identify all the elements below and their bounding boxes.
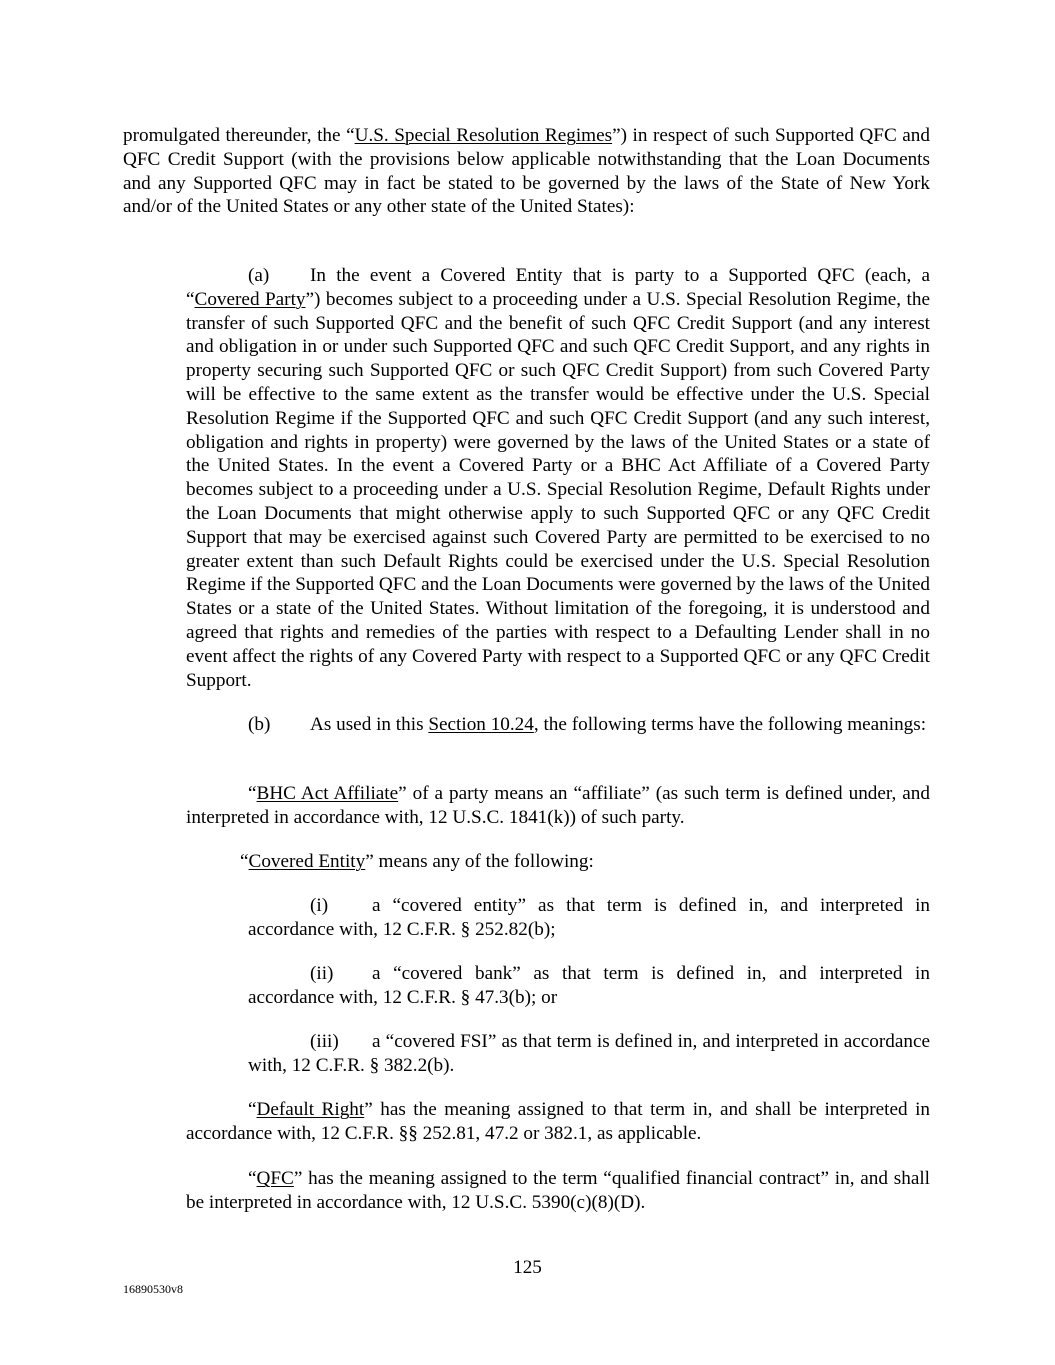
paragraph-b-label: (b): [248, 714, 271, 735]
intro-paragraph: [123, 124, 930, 219]
list-item-label: (ii): [310, 963, 334, 984]
open-quote: “: [248, 783, 257, 804]
paragraph-a-text-after: ”) becomes subject to a proceeding under a U.S. Special Resolution Regime, the transfer of such Supported QFC and the benefit of such QFC Credit Support (and any interest and obligation in or under such Supported QFC and such QFC Credit Support, and any rights in property securing such Supported QFC or such QFC Credit Support) from such Covered Party will be effective to the same extent as the transfer would be effective under the U.S. Special Resolution Regime if the Supported QFC and such QFC Credit Support (and any such interest, obligation and rights in property) were governed by the laws of the United States or a state of the United States. In the event a Covered Party or a BHC Act Affiliate of a Covered Party becomes subject to a proceeding under a U.S. Special Resolution Regime, Default Rights under the Loan Documents that might otherwise apply to such Supported QFC or any QFC Credit Support that may be exercised against such Covered Party are permitted to be exercised to no greater extent than such Default Rights could be exercised under the U.S. Special Resolution Regime if the Supported QFC and the Loan Documents were governed by the laws of the United States or a state of the United States. Without limitation of the foregoing, it is understood and agreed that rights and remedies of the parties with respect to a Defaulting Lender shall in no event affect the rights of any Covered Party with respect to a Supported QFC or any QFC Credit Support.: [186, 288, 930, 691]
list-item-text: a “covered bank” as that term is defined in, and interpreted in accordance with, 12 C.F.R. § 47.3(b); or: [248, 963, 930, 1008]
list-item-label: (iii): [310, 1031, 339, 1052]
page-number: 125: [513, 1257, 542, 1278]
definition-bhc-act-affiliate: [186, 782, 930, 830]
definition-text: ” has the meaning assigned to the term “qualified financial contract” in, and shall be interpreted in accordance with, 12 U.S.C. 5390(c)(8)(D).: [186, 1168, 930, 1213]
paragraph-b: [186, 713, 930, 737]
definition-covered-entity: [186, 850, 930, 874]
defined-term-bhc-act-affiliate: BHC Act Affiliate: [256, 783, 399, 804]
defined-term-default-right: Default Right: [256, 1099, 365, 1120]
definition-text: ” of a party means an “affiliate” (as such term is defined under, and interpreted in accordance with, 12 U.S.C. 1841(k)) of such party.: [186, 783, 930, 828]
list-item: [248, 894, 930, 942]
open-quote: “: [248, 1099, 257, 1120]
paragraph-a-text-before: In the event a Covered Entity that is party to a Supported QFC (each, a “: [186, 265, 930, 310]
definition-text: ” has the meaning assigned to that term in, and shall be interpreted in accordance with, 12 C.F.R. §§ 252.81, 47.2 or 382.1, as applicable.: [186, 1099, 931, 1144]
list-item-label: (i): [310, 895, 329, 916]
intro-text-before: promulgated thereunder, the “: [123, 125, 355, 146]
defined-term-covered-party: Covered Party: [194, 288, 306, 310]
open-quote: “: [248, 1168, 257, 1189]
defined-term-covered-entity: Covered Entity: [248, 851, 366, 872]
defined-term-qfc: QFC: [256, 1168, 294, 1189]
definition-qfc: [186, 1167, 930, 1215]
paragraph-a-label: (a): [248, 265, 270, 286]
definition-text: ” means any of the following:: [365, 851, 594, 872]
document-id: 16890530v8: [123, 1282, 183, 1296]
list-item: [248, 1030, 930, 1078]
section-reference: Section 10.24: [428, 714, 534, 735]
list-item-text: a “covered FSI” as that term is defined in, and interpreted in accordance with, 12 C.F.R. § 382.2(b).: [248, 1031, 930, 1076]
intro-text-after: ”) in respect of such Supported QFC and QFC Credit Support (with the provisions below applicable notwithstanding that the Loan Documents and any Supported QFC may in fact be stated to be governed by the laws of the State of New York and/or of the United States or any other state of the United States):: [123, 125, 930, 218]
defined-term-us-special-resolution-regimes: U.S. Special Resolution Regimes: [354, 125, 613, 146]
paragraph-b-text-after: , the following terms have the following meanings:: [533, 714, 927, 735]
definition-default-right: [186, 1098, 930, 1146]
open-quote: “: [240, 851, 249, 872]
list-item-text: a “covered entity” as that term is defined in, and interpreted in accordance with, 12 C.F.R. § 252.82(b);: [248, 895, 930, 940]
paragraph-b-text-before: As used in this: [310, 714, 429, 735]
list-item: [248, 962, 930, 1010]
paragraph-a: [186, 264, 930, 692]
